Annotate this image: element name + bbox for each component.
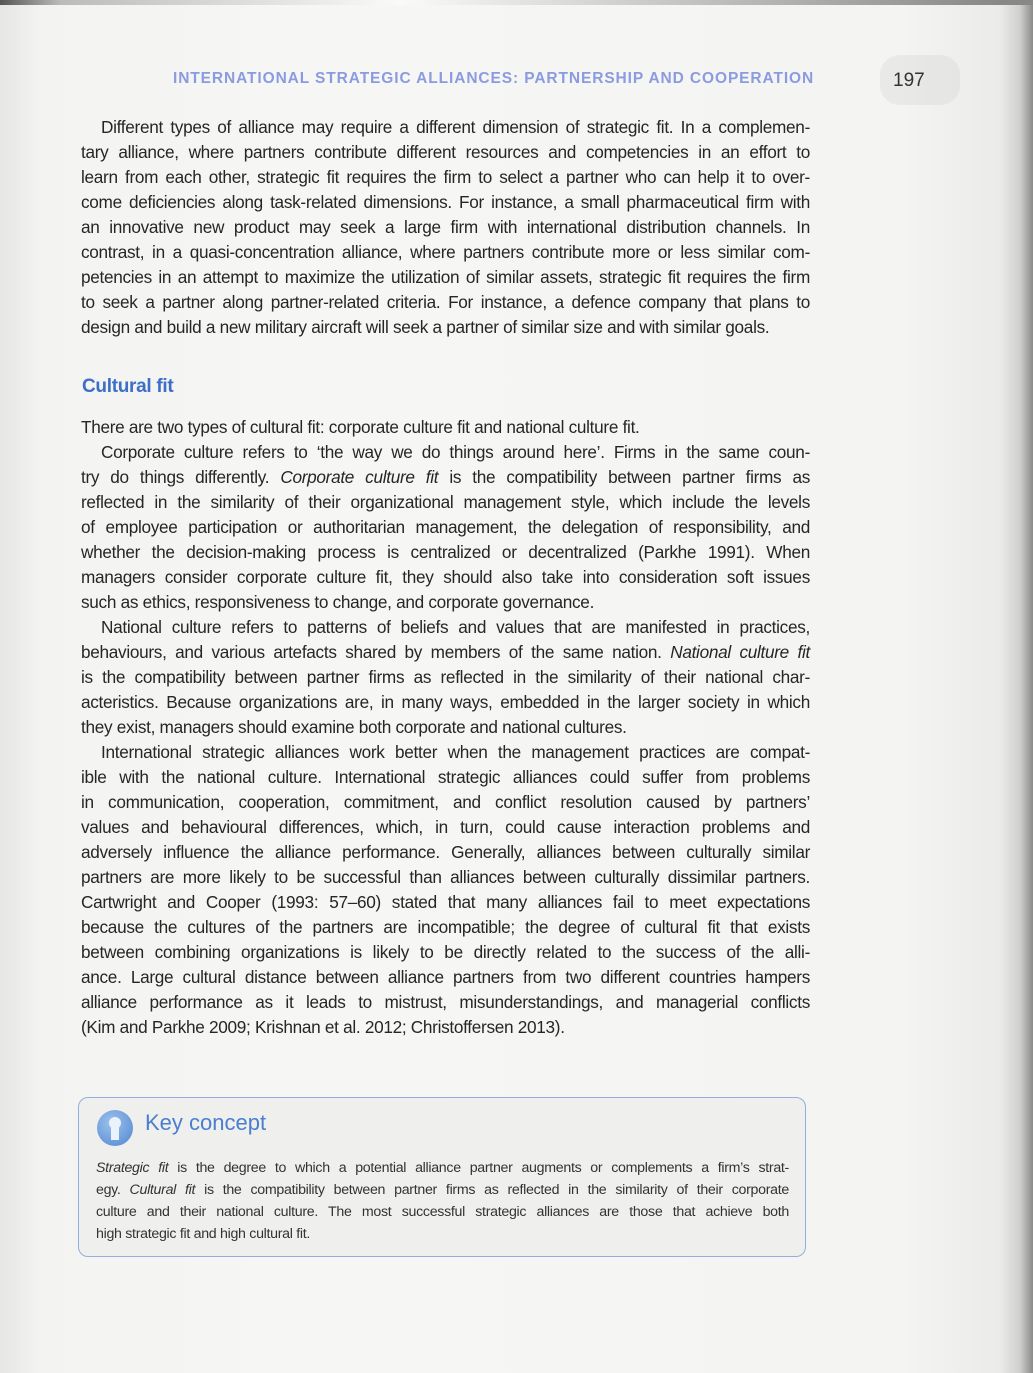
text-segment: behaviours, and various artefacts shared by members of the same nation. <box>81 642 671 662</box>
paragraph <box>81 740 810 1040</box>
running-head: INTERNATIONAL STRATEGIC ALLIANCES: PARTNERSHIP AND COOPERATION <box>173 70 815 87</box>
text-line: National culture refers to patterns of beliefs and values that are manifested in practices, <box>101 617 810 637</box>
text-line: values and behavioural differences, which, in turn, could cause interaction problems and <box>81 817 810 837</box>
text-line: learn from each other, strategic fit requires the firm to select a partner who can help it to over- <box>81 167 810 187</box>
text-line: Corporate culture refers to ‘the way we do things around here’. Firms in the same coun- <box>101 442 810 462</box>
key-concept-title: Key concept <box>145 1110 267 1135</box>
text-line: There are two types of cultural fit: corporate culture fit and national culture fit. <box>81 417 640 437</box>
text-line: (Kim and Parkhe 2009; Krishnan et al. 2012; Christoffersen 2013). <box>81 1017 565 1037</box>
paragraph <box>81 615 810 740</box>
text-line <box>96 1157 789 1179</box>
italic-term: National culture fit <box>670 642 810 662</box>
text-line: whether the decision-making process is centralized or decentralized (Parkhe 1991). When <box>81 542 810 562</box>
text-line: acteristics. Because organizations are, in many ways, embedded in the larger society in which <box>81 692 810 712</box>
paragraph <box>81 415 810 440</box>
text-line: design and build a new military aircraft will seek a partner of similar size and with similar goals. <box>81 317 770 337</box>
text-line: Different types of alliance may require a different dimension of strategic fit. In a complemen- <box>101 117 810 137</box>
text-line: such as ethics, responsiveness to change, and corporate governance. <box>81 592 595 612</box>
text-line: to seek a partner along partner-related criteria. For instance, a defence company that plans to <box>81 292 810 312</box>
text-segment: try do things differently. <box>81 467 281 487</box>
text-line: Cartwright and Cooper (1993: 57–60) stated that many alliances fail to meet expectations <box>81 892 810 912</box>
text-segment: is the compatibility between partner firms as <box>438 467 810 487</box>
italic-term: Strategic fit <box>96 1160 169 1176</box>
text-line: contrast, in a quasi-concentration alliance, where partners contribute more or less similar com- <box>81 242 810 262</box>
text-line: partners are more likely to be successful than alliances between culturally dissimilar partners. <box>81 867 810 887</box>
page-top-edge <box>0 0 1033 5</box>
text-line: reflected in the similarity of their organizational management style, which include the levels <box>81 492 810 512</box>
text-line <box>96 1179 789 1201</box>
text-line: alliance performance as it leads to mistrust, misunderstandings, and managerial conflicts <box>81 992 810 1012</box>
text-line: between combining organizations is likely to be directly related to the success of the alli- <box>81 942 810 962</box>
section-heading: Cultural fit <box>82 376 174 397</box>
paragraph <box>81 440 810 615</box>
text-line <box>81 465 810 490</box>
text-segment: egy. <box>96 1182 130 1198</box>
text-line: ible with the national culture. International strategic alliances could suffer from problems <box>81 767 810 787</box>
text-line: because the cultures of the partners are incompatible; the degree of cultural fit that exists <box>81 917 810 937</box>
text-line: an innovative new product may seek a large firm with international distribution channels. In <box>81 217 810 237</box>
page-number: 197 <box>893 70 925 91</box>
text-segment: is the compatibility between partner firms as reflected in the similarity of their corporate <box>195 1182 789 1198</box>
key-concept-box <box>78 1097 806 1257</box>
keyhole-icon <box>97 1110 133 1146</box>
text-line: adversely influence the alliance performance. Generally, alliances between culturally similar <box>81 842 810 862</box>
text-line: petencies in an attempt to maximize the utilization of similar assets, strategic fit requires the firm <box>81 267 810 287</box>
text-line: of employee participation or authoritarian management, the delegation of responsibility, and <box>81 517 810 537</box>
text-line <box>81 640 810 665</box>
text-line: culture and their national culture. The most successful strategic alliances are those that achieve both <box>96 1204 789 1220</box>
text-line: is the compatibility between partner firms as reflected in the similarity of their national char- <box>81 667 810 687</box>
text-line: they exist, managers should examine both corporate and national cultures. <box>81 717 627 737</box>
key-concept-text <box>96 1157 789 1245</box>
italic-term: Cultural fit <box>129 1182 196 1198</box>
text-line: tary alliance, where partners contribute different resources and competencies in an effort to <box>81 142 810 162</box>
text-line: ance. Large cultural distance between alliance partners from two different countries hampers <box>81 967 810 987</box>
text-line: managers consider corporate culture fit, they should also take into consideration soft issues <box>81 567 810 587</box>
intro-paragraph <box>81 115 810 340</box>
text-line: International strategic alliances work better when the management practices are compat- <box>101 742 810 762</box>
text-line: in communication, cooperation, commitment, and conflict resolution caused by partners’ <box>81 792 810 812</box>
text-line: come deficiencies along task-related dimensions. For instance, a small pharmaceutical firm with <box>81 192 810 212</box>
text-line: high strategic fit and high cultural fit. <box>96 1226 311 1242</box>
text-segment: is the degree to which a potential alliance partner augments or complements a firm’s strat- <box>168 1160 789 1176</box>
italic-term: Corporate culture fit <box>280 467 439 487</box>
section-body <box>81 415 810 1040</box>
